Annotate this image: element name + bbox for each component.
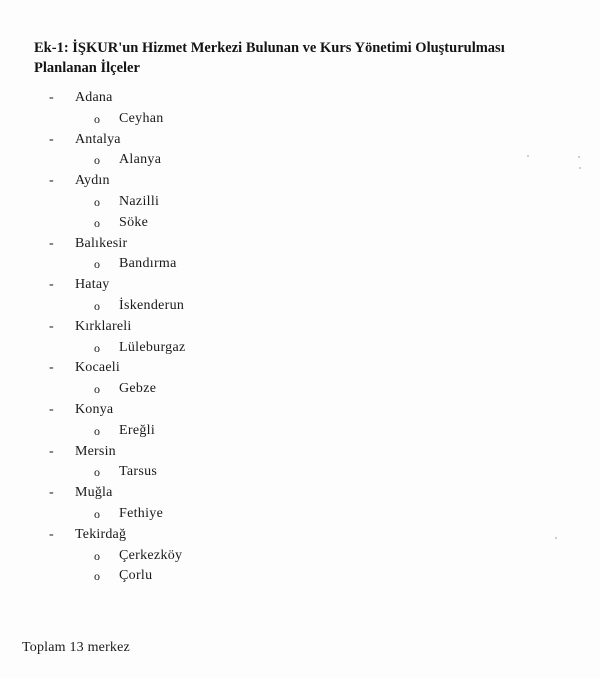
- district-item: [0, 566, 600, 587]
- district-item: [0, 109, 600, 130]
- district-item: [0, 462, 600, 483]
- province-row: [0, 171, 600, 192]
- province-row: [0, 234, 600, 255]
- dash-bullet: -: [49, 131, 54, 147]
- dash-bullet: -: [49, 90, 54, 105]
- title-line-2: Planlanan İlçeler: [34, 60, 140, 76]
- district-item: [0, 254, 600, 275]
- dash-bullet: -: [49, 443, 54, 459]
- province-item: [0, 483, 600, 525]
- district-item: [0, 379, 600, 400]
- district-name: Söke: [119, 214, 149, 230]
- province-name: Adana: [75, 90, 113, 105]
- dash-bullet: -: [49, 173, 54, 189]
- province-row: [0, 525, 600, 546]
- district-name: Çorlu: [119, 568, 153, 584]
- district-list: [0, 338, 600, 359]
- province-name: Hatay: [75, 277, 110, 293]
- province-row: [0, 275, 600, 296]
- district-list: [0, 504, 600, 525]
- province-item: [0, 234, 600, 276]
- province-row: [0, 88, 600, 109]
- province-item: [0, 358, 600, 400]
- district-name: Gebze: [119, 381, 157, 397]
- circle-bullet: o: [94, 111, 100, 126]
- dash-bullet: -: [49, 235, 54, 251]
- province-name: Muğla: [75, 485, 113, 501]
- circle-bullet: o: [94, 298, 100, 313]
- circle-bullet: o: [94, 548, 100, 563]
- district-list: [0, 296, 600, 317]
- dash-bullet: -: [49, 360, 54, 376]
- circle-bullet: o: [94, 465, 100, 480]
- total-count: Toplam 13 merkez: [22, 640, 130, 655]
- district-list: [0, 254, 600, 275]
- scan-speck: [527, 155, 529, 157]
- district-item: [0, 150, 600, 171]
- province-row: [0, 400, 600, 421]
- district-item: [0, 213, 600, 234]
- district-name: Bandırma: [119, 256, 177, 272]
- province-row: [0, 483, 600, 504]
- province-item: [0, 88, 600, 130]
- circle-bullet: o: [94, 382, 100, 397]
- district-list: [0, 379, 600, 400]
- province-list: [0, 88, 600, 587]
- province-row: [0, 317, 600, 338]
- province-name: Tekirdağ: [75, 526, 127, 542]
- province-item: [0, 130, 600, 172]
- dash-bullet: -: [49, 485, 54, 501]
- district-name: Çerkezköy: [119, 547, 183, 563]
- district-name: İskenderun: [119, 297, 185, 313]
- document-title: [34, 38, 574, 78]
- title-line-1: Ek-1: İŞKUR'un Hizmet Merkezi Bulunan ve Kurs Yönetimi Oluşturulması: [34, 40, 505, 56]
- circle-bullet: o: [94, 194, 100, 209]
- district-item: [0, 338, 600, 359]
- district-name: Tarsus: [119, 464, 158, 480]
- province-name: Mersin: [75, 443, 116, 459]
- district-list: [0, 150, 600, 171]
- scan-speck: [555, 537, 557, 539]
- province-name: Balıkesir: [75, 235, 128, 251]
- district-name: Fethiye: [119, 505, 164, 521]
- circle-bullet: o: [94, 423, 100, 438]
- circle-bullet: o: [94, 257, 100, 272]
- scan-speck: [578, 156, 580, 158]
- district-item: [0, 421, 600, 442]
- circle-bullet: o: [94, 340, 100, 355]
- province-name: Kocaeli: [75, 360, 120, 376]
- dash-bullet: -: [49, 277, 54, 293]
- province-item: [0, 171, 600, 233]
- province-item: [0, 400, 600, 442]
- dash-bullet: -: [49, 318, 54, 334]
- district-name: Nazilli: [119, 193, 160, 209]
- district-item: [0, 192, 600, 213]
- province-item: [0, 317, 600, 359]
- province-name: Kırklareli: [75, 318, 132, 334]
- province-row: [0, 358, 600, 379]
- circle-bullet: o: [94, 215, 100, 230]
- circle-bullet: o: [94, 153, 100, 168]
- district-name: Lüleburgaz: [119, 339, 186, 355]
- district-list: [0, 462, 600, 483]
- dash-bullet: -: [49, 401, 54, 417]
- district-list: [0, 109, 600, 130]
- district-name: Alanya: [119, 152, 162, 168]
- district-list: [0, 421, 600, 442]
- province-name: Konya: [75, 401, 114, 417]
- province-item: [0, 275, 600, 317]
- district-name: Ceyhan: [119, 110, 164, 126]
- province-row: [0, 442, 600, 463]
- circle-bullet: o: [94, 569, 100, 584]
- district-item: [0, 296, 600, 317]
- district-list: [0, 192, 600, 234]
- circle-bullet: o: [94, 506, 100, 521]
- province-row: [0, 130, 600, 151]
- scan-speck: [579, 167, 581, 169]
- district-list: [0, 546, 600, 588]
- district-item: [0, 504, 600, 525]
- district-item: [0, 546, 600, 567]
- province-item: [0, 525, 600, 587]
- province-name: Antalya: [75, 131, 121, 147]
- district-name: Ereğli: [119, 422, 156, 438]
- province-name: Aydın: [75, 173, 110, 189]
- dash-bullet: -: [49, 526, 54, 542]
- province-item: [0, 442, 600, 484]
